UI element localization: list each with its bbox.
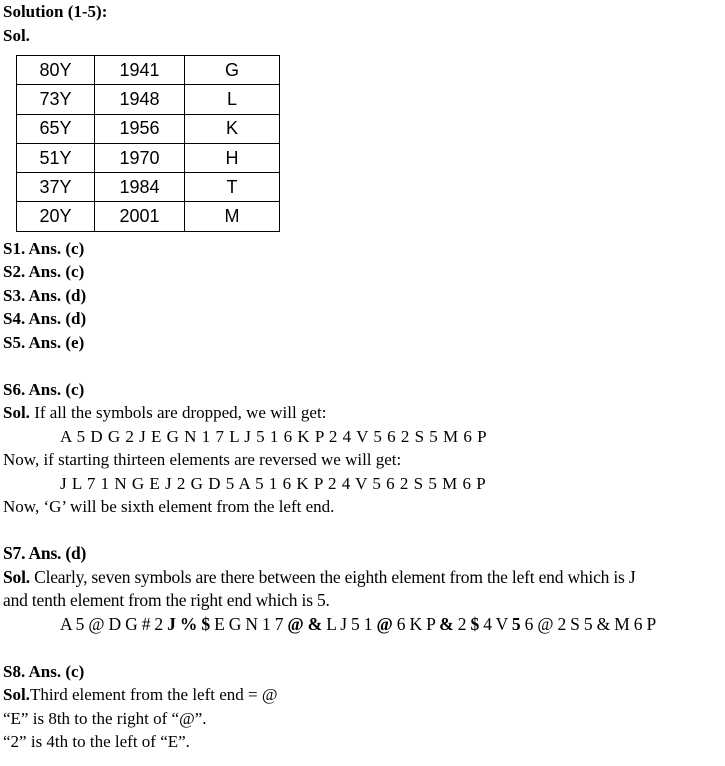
seq-bold-part: @: [376, 613, 393, 634]
seq-part: 6 K P: [392, 613, 440, 634]
table-cell: T: [185, 173, 280, 202]
solution-table: [16, 55, 280, 232]
table-cell: 1941: [95, 56, 185, 85]
table-cell: L: [185, 85, 280, 114]
solution-header: Solution (1-5):: [3, 2, 108, 21]
s8-solution-text: Third element from the left end = @: [29, 685, 278, 705]
s6-solution-text: If all the symbols are dropped, we will get:: [29, 403, 327, 423]
table-row: [17, 56, 280, 85]
answer-s3: S3. Ans. (d): [3, 285, 87, 305]
answer-s1: S1. Ans. (c): [3, 238, 85, 258]
seq-part: 6 @ 2 S 5 & M 6 P: [520, 613, 656, 634]
sol-label: Sol.: [3, 403, 30, 423]
table-row: [17, 202, 280, 231]
table-row: [17, 173, 280, 202]
table-row: [17, 143, 280, 172]
s6-sequence-2: J L 7 1 N G E J 2 G D 5 A 5 1 6 K P 2 4 V 5 6 2 S 5 M 6 P: [60, 473, 487, 493]
s6-solution-line: [3, 401, 725, 425]
table-cell: K: [185, 114, 280, 143]
spacer: [3, 354, 725, 378]
seq-bold-part: J % $: [167, 613, 210, 634]
answer-s4: S4. Ans. (d): [3, 309, 87, 329]
table-cell: G: [185, 56, 280, 85]
s8-line-2: “E” is 8th to the right of “@”.: [3, 708, 207, 728]
table-cell: 73Y: [17, 85, 95, 114]
seq-bold-part: 5: [511, 613, 521, 634]
s8-line-3: “2” is 4th to the left of “E”.: [3, 732, 190, 752]
answer-s6: S6. Ans. (c): [3, 379, 85, 399]
s7-line-2: and tenth element from the right end which is 5.: [3, 590, 330, 611]
seq-bold-part: @ &: [287, 613, 323, 634]
answer-s2: S2. Ans. (c): [3, 262, 85, 282]
seq-part: 2: [453, 613, 471, 634]
table-cell: 2001: [95, 202, 185, 231]
answer-s7: S7. Ans. (d): [3, 543, 87, 564]
s7-solution-line: [3, 566, 725, 590]
table-cell: H: [185, 143, 280, 172]
seq-part: A 5 @ D G # 2: [60, 613, 168, 634]
table-cell: 51Y: [17, 143, 95, 172]
s6-conclusion: Now, ‘G’ will be sixth element from the left end.: [3, 497, 335, 517]
answer-s5: S5. Ans. (e): [3, 332, 85, 352]
s6-line-2: Now, if starting thirteen elements are reversed we will get:: [3, 450, 402, 470]
spacer: [3, 519, 725, 543]
table-cell: 20Y: [17, 202, 95, 231]
table-row: [17, 114, 280, 143]
answer-s8: S8. Ans. (c): [3, 661, 85, 681]
table-cell: M: [185, 202, 280, 231]
table-cell: 1956: [95, 114, 185, 143]
table-cell: 1970: [95, 143, 185, 172]
table-cell: 65Y: [17, 114, 95, 143]
table-cell: 37Y: [17, 173, 95, 202]
sol-label: Sol.: [3, 25, 30, 45]
seq-part: L J 5 1: [322, 613, 377, 634]
sol-label: Sol.: [3, 566, 30, 587]
solution-document: [3, 0, 725, 754]
seq-bold-part: $: [470, 613, 480, 634]
table-cell: 80Y: [17, 56, 95, 85]
s8-solution-line: [3, 683, 725, 707]
spacer: [3, 636, 725, 660]
seq-bold-part: &: [439, 613, 454, 634]
seq-part: 4 V: [479, 613, 512, 634]
s7-solution-text: Clearly, seven symbols are there between the eighth element from the left end which is J: [29, 566, 636, 587]
table-row: [17, 85, 280, 114]
seq-part: E G N 1 7: [209, 613, 288, 634]
s7-sequence: [3, 613, 725, 637]
s6-sequence-1: A 5 D G 2 J E G N 1 7 L J 5 1 6 K P 2 4 V 5 6 2 S 5 M 6 P: [60, 426, 488, 446]
table-cell: 1984: [95, 173, 185, 202]
table-cell: 1948: [95, 85, 185, 114]
sol-label: Sol.: [3, 685, 30, 705]
